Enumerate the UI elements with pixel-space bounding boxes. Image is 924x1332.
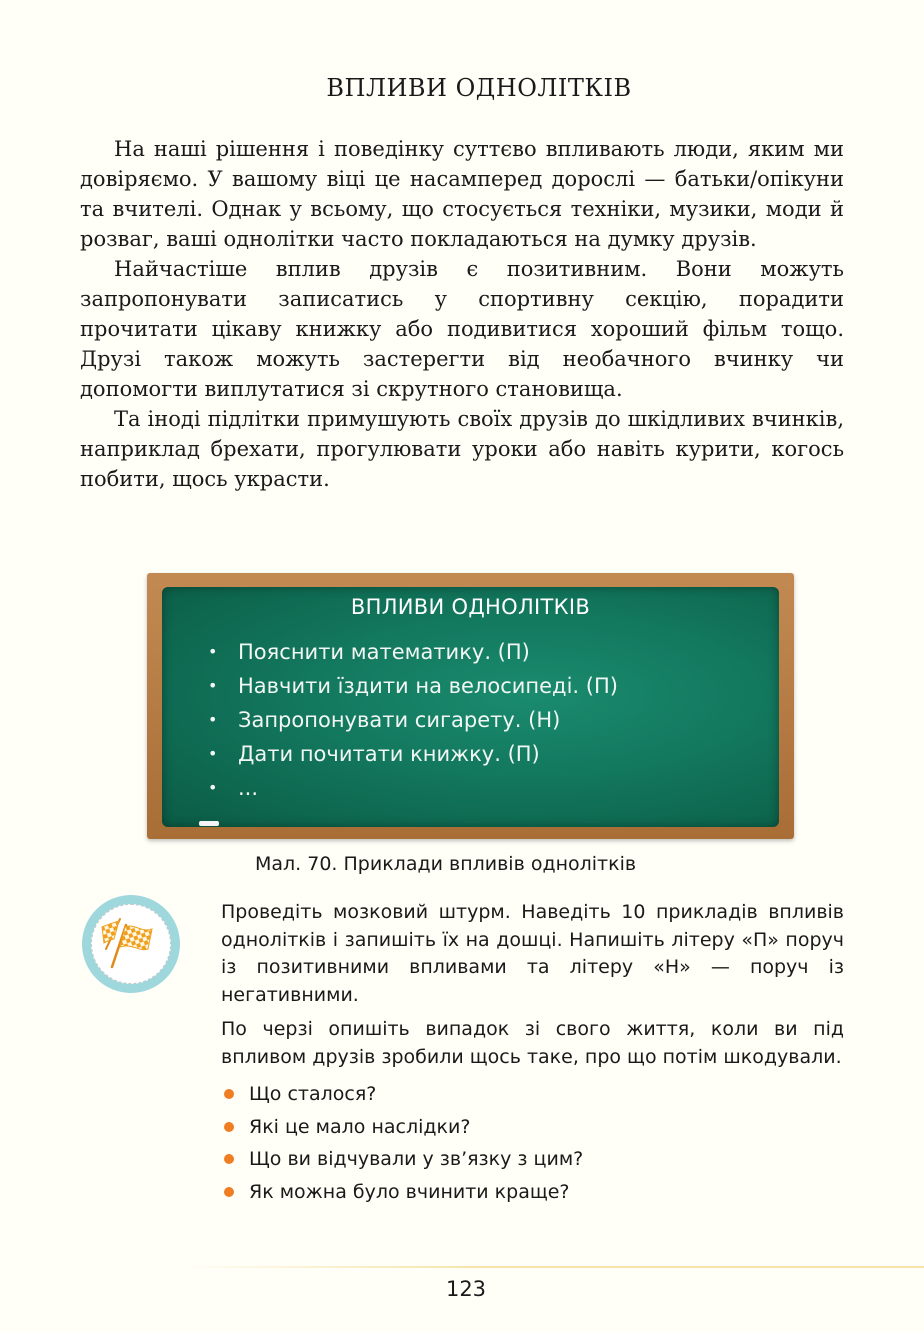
question-text: Що сталося? <box>249 1083 377 1105</box>
page-number: 123 <box>445 1277 487 1301</box>
orange-bullet-icon <box>224 1089 234 1099</box>
question-item <box>221 1176 844 1209</box>
paragraph: Та іноді підлітки примушують своїх друзів до шкідливих вчинків, наприклад брехати, прогулювати уроки або навіть курити, когось побити, щось украсти. <box>80 407 844 491</box>
orange-bullet-icon <box>224 1187 234 1197</box>
question-item <box>221 1143 844 1176</box>
bullet-icon: • <box>208 676 218 695</box>
chalkboard-item <box>208 737 618 771</box>
figure-caption: Мал. 70. Приклади впливів однолітків <box>255 853 637 875</box>
chalkboard-item <box>208 771 618 805</box>
chalkboard-item-text: ... <box>238 776 259 800</box>
orange-bullet-icon <box>224 1154 234 1164</box>
chalkboard-item-text: Навчити їздити на велосипеді. (П) <box>238 674 618 698</box>
bullet-icon: • <box>208 710 218 729</box>
question-item <box>221 1078 844 1111</box>
task-badge <box>82 895 180 993</box>
chalkboard-item-text: Пояснити математику. (П) <box>238 640 530 664</box>
orange-bullet-icon <box>224 1122 234 1132</box>
task-instruction: Проведіть мозковий штурм. Наведіть 10 прикладів впливів однолітків і запишіть їх на дошці. Напишіть літеру «П» поруч із позитивними впливами та літеру «Н» — поруч із негативними. <box>221 901 844 1006</box>
bullet-icon: • <box>208 744 218 763</box>
chalkboard-item-text: Запропонувати сигарету. (Н) <box>238 708 561 732</box>
chalkboard-item <box>208 635 618 669</box>
chalkboard-item <box>208 703 618 737</box>
task-block <box>221 899 844 1208</box>
body-text <box>80 134 844 494</box>
task-instruction: По черзі опишіть випадок зі свого життя, коли ви під впливом друзів зробили щось таке, про що потім шкодували. <box>221 1018 844 1068</box>
bullet-icon: • <box>208 778 218 797</box>
badge-inner-circle <box>91 904 171 984</box>
chalkboard-frame <box>147 573 794 839</box>
checkered-flags-icon <box>92 905 170 983</box>
question-text: Які це мало наслідки? <box>249 1115 471 1138</box>
chalkboard-item <box>208 669 618 703</box>
bullet-icon: • <box>208 642 218 661</box>
question-list <box>221 1078 844 1208</box>
chalk-piece <box>199 821 219 826</box>
chalkboard-item-text: Дати почитати книжку. (П) <box>238 742 540 766</box>
chalkboard-list <box>208 635 618 805</box>
paragraph: На наші рішення і поведінку суттєво впливають люди, яким ми довіряємо. У вашому віці це насамперед дорослі — батьки/опікуни та вчителі. Однак у всьому, що стосується техніки, музики, моди й розваг, ваші однолітки часто покладаються на думку друзів. <box>80 137 844 251</box>
question-text: Що ви відчували у зв’язку з цим? <box>249 1148 584 1170</box>
question-item <box>221 1111 844 1144</box>
paragraph: Найчастіше вплив друзів є позитивним. Вони можуть запропонувати записатись у спортивну секцію, порадити прочитати цікаву книжку або подивитися хороший фільм тощо. Друзі також можуть застерегти від необачного вчинку чи допомогти виплутатися зі скрутного становища. <box>80 257 844 401</box>
footer-divider <box>180 1266 924 1268</box>
chalkboard-title: ВПЛИВИ ОДНОЛІТКІВ <box>350 595 591 619</box>
chalkboard <box>162 587 779 827</box>
page-title: ВПЛИВИ ОДНОЛІТКІВ <box>326 74 632 102</box>
question-text: Як можна було вчинити краще? <box>249 1180 570 1203</box>
